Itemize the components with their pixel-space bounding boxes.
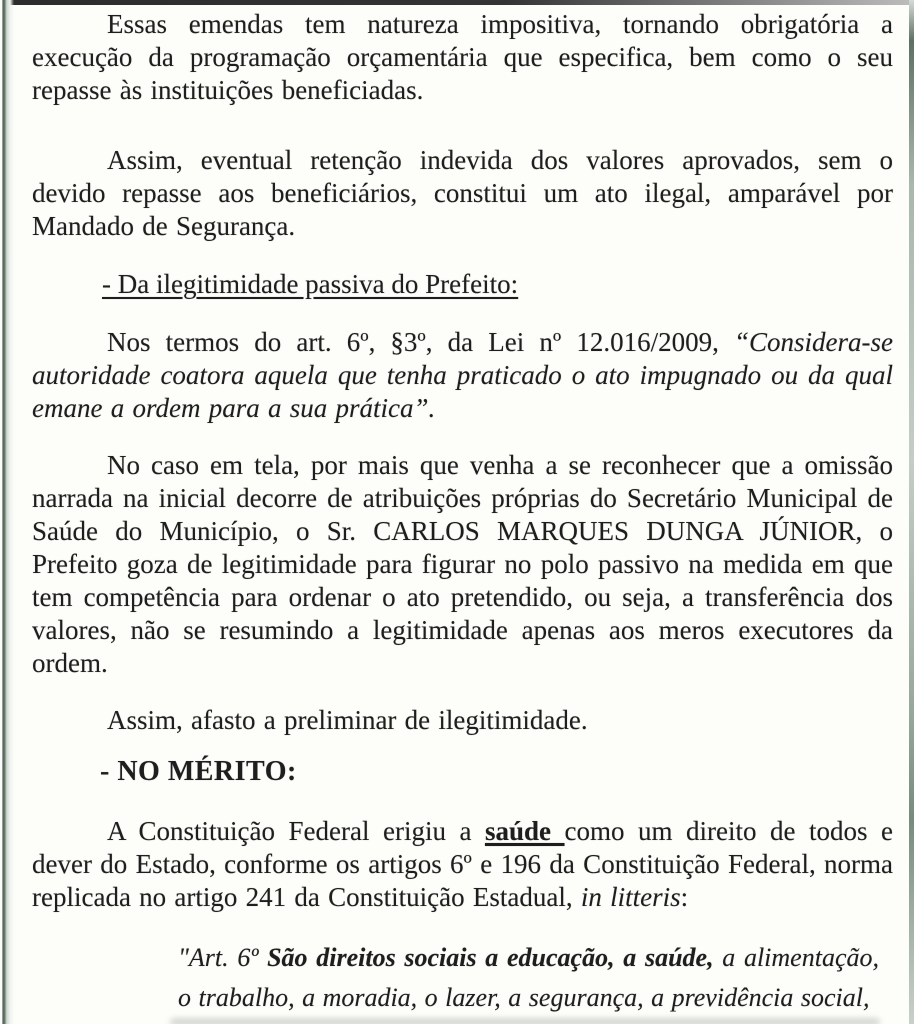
text-run-saude-emphasis: saúde	[484, 816, 565, 846]
text-run-italic: a alimentação, o trabalho, a moradia, o lazer, a segurança, a previdência social,	[178, 943, 879, 1012]
heading-no-merito	[32, 755, 893, 788]
heading-bold-text: - NO MÉRITO:	[100, 756, 297, 787]
document-body	[32, 8, 893, 1018]
text-run: No caso em tela, por mais que venha a se reconhecer que a omissão narrada na inicial decorre de atribuições próprias do Secretário Municipal de Saúde do Município, o Sr. CARLOS MARQUES DUNGA JÚNIOR, o Prefeito goza de legitimidade para figurar no polo passivo na medida em que tem competência para ordenar o ato pretendido, ou seja, a transferência dos valores, não se resumindo a legitimidade apenas aos meros executores da ordem.	[32, 450, 893, 678]
paragraph-afasto-preliminar	[32, 704, 893, 737]
text-run-italic: "Art. 6º	[178, 943, 268, 972]
paragraph-emendas-natureza-impositiva	[32, 8, 893, 107]
paragraph-retencao-indevida	[32, 144, 893, 243]
text-run: Nos termos do art. 6º, §3º, da Lei nº 12.016/2009,	[107, 327, 734, 357]
cutoff-next-line-artifact	[170, 1018, 880, 1024]
heading-underlined-text: - Da ilegitimidade passiva do Prefeito:	[102, 269, 519, 299]
text-run: Essas emendas tem natureza impositiva, tornando obrigatória a execução da programação orçamentária que especifica, bem como o seu repasse às instituições beneficiadas.	[32, 9, 893, 105]
paragraph-no-caso-em-tela	[32, 449, 893, 680]
paragraph-lei-12016-2009	[32, 326, 893, 425]
text-run: Assim, eventual retenção indevida dos valores aprovados, sem o devido repasse aos beneficiários, constitui um ato ilegal, amparável por Mandado de Segurança.	[32, 145, 893, 241]
text-run: :	[680, 882, 689, 912]
scan-right-edge-artifact	[909, 0, 914, 1024]
text-run: Assim, afasto a preliminar de ilegitimidade.	[107, 705, 588, 735]
scan-top-edge-artifact	[8, 0, 914, 5]
text-run: A Constituição Federal erigiu a	[107, 816, 485, 846]
text-run: como um direito de todos e dever do Estado, conforme os artigos 6º e 196 da Constituição Federal, norma replicada no artigo 241 da Constituição Estadual,	[32, 816, 894, 912]
text-run-bold-italic: São direitos sociais a educação, a saúde,	[267, 943, 714, 972]
text-run-italic-quote: “Considera-se autoridade coatora aquela que tenha praticado o ato impugnado ou da qual emane a ordem para a sua prática”.	[32, 327, 893, 423]
scan-left-edge-artifact	[0, 0, 14, 1024]
blockquote-art6-direitos-sociais	[178, 938, 879, 1018]
text-run-in-litteris: in litteris	[580, 882, 681, 912]
heading-ilegitimidade-passiva	[32, 268, 893, 301]
paragraph-constituicao-federal-saude	[32, 815, 893, 914]
